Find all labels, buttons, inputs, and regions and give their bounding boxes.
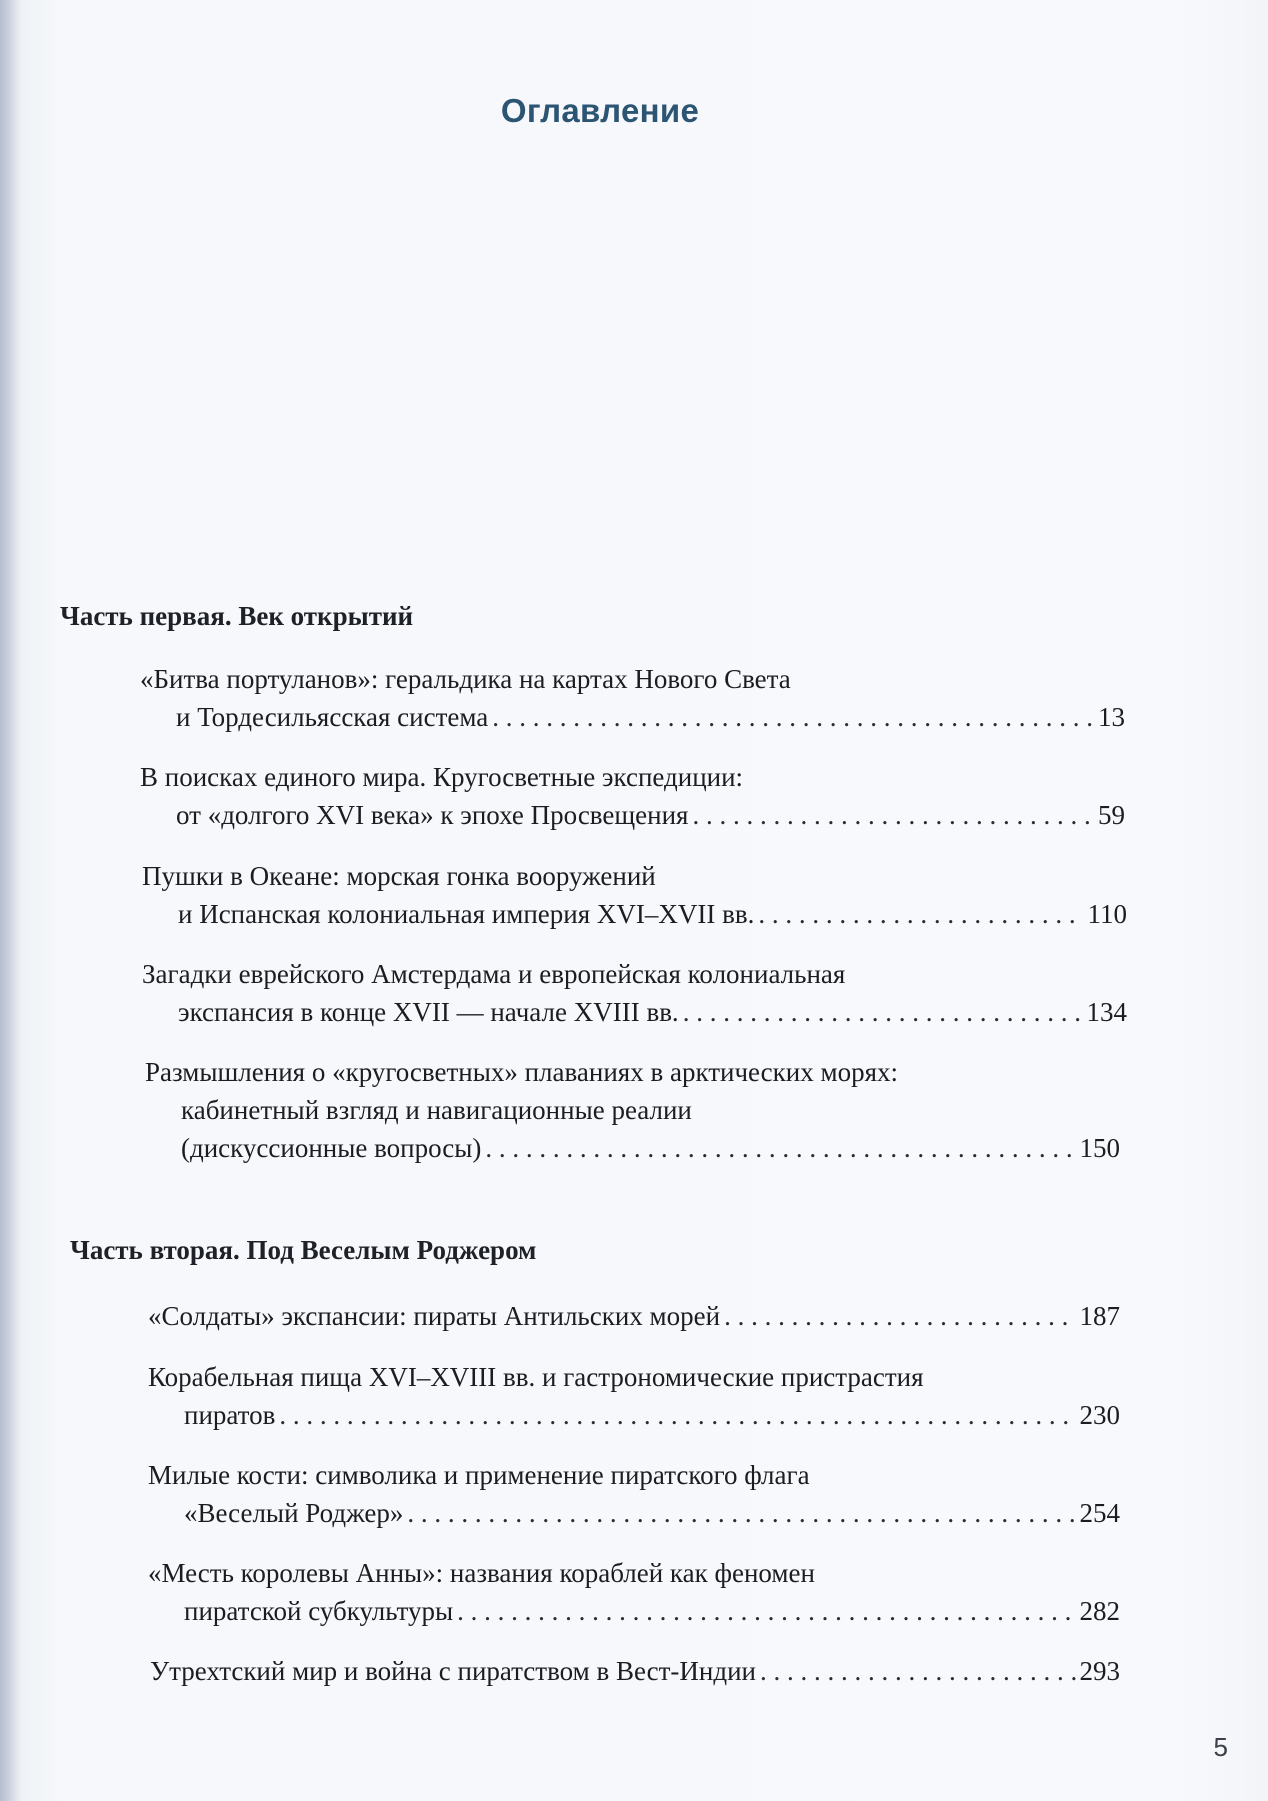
entry-page-number: 134 [1086,997,1127,1027]
entry-line: Милые кости: символика и применение пиратского флага [148,1460,810,1490]
entry-last-line [148,1396,1120,1434]
entry-last-line [148,1297,1120,1335]
entry-line: и Тордесильясская система [176,702,489,732]
toc-title: Оглавление [500,92,700,129]
entry-page-number: 293 [1079,1656,1120,1686]
entry-page-number: 13 [1098,702,1125,732]
entry-last-line [140,698,1125,736]
toc-entry [148,1297,1120,1335]
entry-last-line [142,895,1127,933]
entry-page-number: 150 [1079,1133,1120,1163]
entry-line: (дискуссионные вопросы) [181,1133,482,1163]
part-heading-2: Часть вторая. Под Веселым Роджером [70,1235,537,1265]
dot-leader [683,993,1083,1031]
entry-last-line [142,993,1127,1031]
entry-line: «Битва портуланов»: геральдика на картах Нового Света [140,664,791,694]
entry-page-number: 187 [1079,1301,1120,1331]
entry-line: «Месть королевы Анны»: названия кораблей как феномен [148,1558,815,1588]
part-heading-1: Часть первая. Век открытий [60,601,414,631]
toc-entry [145,1053,1120,1167]
entry-last-line [150,1652,1120,1690]
entry-page-number: 59 [1098,800,1125,830]
entry-page-number: 230 [1079,1400,1120,1430]
entry-line: Размышления о «кругосветных» плаваниях в арктических морях: [145,1057,898,1087]
dot-leader [760,1652,1076,1690]
entry-line: от «долгого XVI века» к эпохе Просвещения [176,800,689,830]
entry-last-line [140,796,1125,834]
entry-line: В поисках единого мира. Кругосветные экспедиции: [140,762,744,792]
entry-line: «Солдаты» экспансии: пираты Антильских морей [148,1301,721,1331]
entry-line: Утрехтский мир и война с пиратством в Вест-Индии [150,1656,756,1686]
toc-entry [140,660,1125,736]
dot-leader [692,796,1094,834]
entry-line: пиратов [184,1400,276,1430]
entry-line: экспансия в конце XVII — начале XVIII вв. [178,997,679,1027]
dot-leader [407,1494,1075,1532]
page-number: 5 [1213,1732,1228,1762]
entry-line: Пушки в Океане: морская гонка вооружений [142,861,656,891]
entry-last-line [148,1494,1120,1532]
toc-entry [140,758,1125,834]
entry-last-line [148,1592,1120,1630]
dot-leader [724,1297,1075,1335]
entry-line: кабинетный взгляд и навигационные реалии [181,1095,692,1125]
entry-line: «Веселый Роджер» [184,1498,404,1528]
dot-leader [492,698,1094,736]
entry-line: пиратской субкультуры [184,1596,454,1626]
dot-leader [457,1592,1075,1630]
dot-leader [485,1129,1075,1167]
gutter-shadow [0,0,22,1801]
entry-line: Загадки еврейского Амстердама и европейская колониальная [142,959,846,989]
entry-page-number: 110 [1087,899,1127,929]
entry-page-number: 282 [1079,1596,1120,1626]
entry-page-number: 254 [1079,1498,1120,1528]
toc-entry [142,955,1127,1031]
toc-entry [148,1358,1120,1434]
toc-entry [150,1652,1120,1690]
entry-line: Корабельная пища XVI–XVIII вв. и гастрономические пристрастия [148,1362,924,1392]
entry-line: и Испанская колониальная империя XVI–XVII вв. [178,899,755,929]
entry-last-line [145,1129,1120,1167]
dot-leader [279,1396,1075,1434]
toc-entry [142,857,1127,933]
dot-leader [758,895,1083,933]
toc-entry [148,1456,1120,1532]
toc-entry [148,1554,1120,1630]
